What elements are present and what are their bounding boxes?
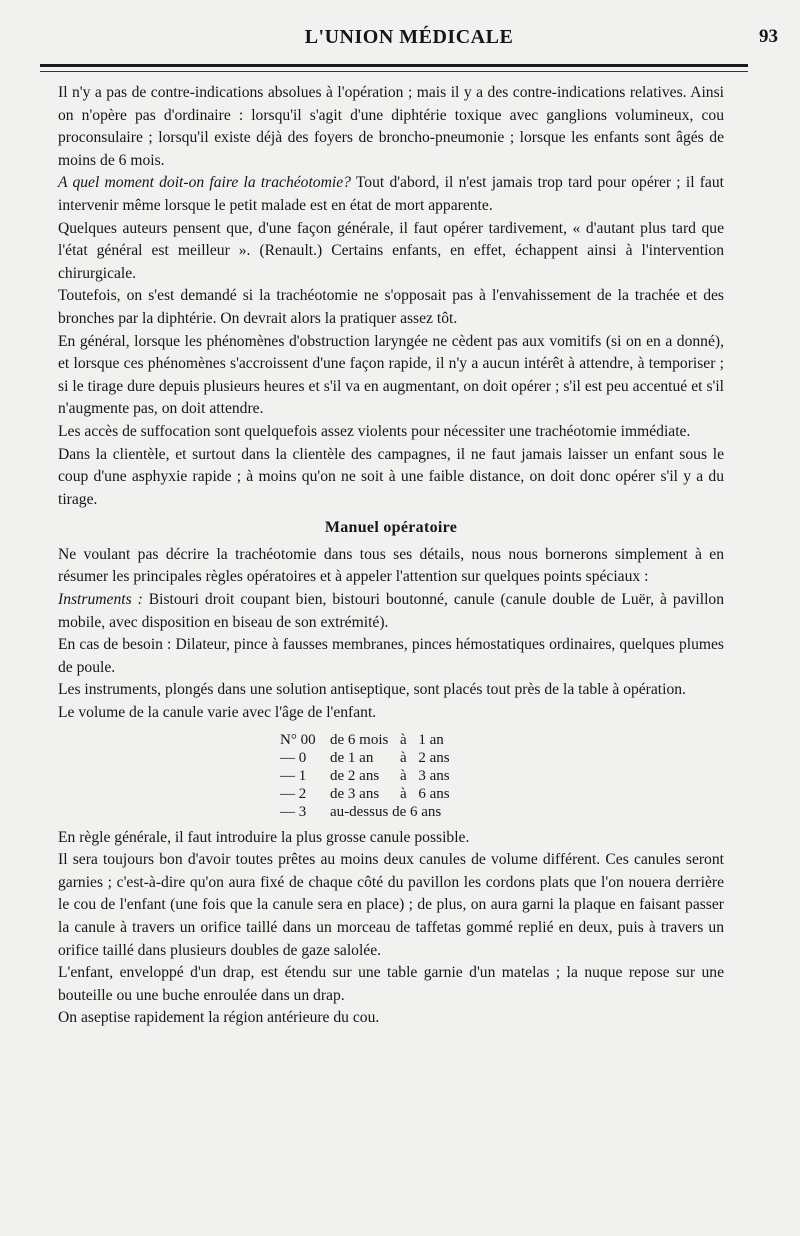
paragraph: Il n'y a pas de contre-indications absolues à l'opération ; mais il y a des contre-indications relatives. Ainsi on n'opère pas d'ordinaire : lorsqu'il s'agit d'une diphtérie toxique avec ganglions volumineux, cou proconsulaire ; lorsqu'il existe déjà des foyers de broncho-pneumonie ; lorsque les enfants sont âgés de moins de 6 mois. [58, 84, 724, 169]
instruments-lead: Instruments : [58, 591, 143, 609]
age-to-word: à [400, 785, 407, 802]
section-title: Manuel opératoire [324, 519, 458, 537]
page-number: 93 [759, 26, 778, 47]
paragraph: En général, lorsque les phénomènes d'obstruction laryngée ne cèdent pas aux vomitifs (si on en a donné), et lorsque ces phénomènes s'accroissent d'une façon rapide, il n'y a aucun intérêt à attendre, à temporiser ; si le tirage dure depuis plusieurs heures et s'il va en augmentant, on doit opérer ; s'il est peu accentué et s'il n'augmente pas, on doit attendre. [58, 332, 724, 418]
table-row [280, 785, 454, 803]
table-row [280, 731, 454, 749]
age-from: de 1 an [330, 749, 374, 766]
cannula-size-table [280, 731, 454, 821]
question-rest: Tout d'abord, il n'est jamais trop tard pour opérer ; il faut intervenir même lorsque le petit malade est en état de mort apparente. [58, 174, 724, 214]
paragraph: Dans la clientèle, et surtout dans la clientèle des campagnes, il ne faut jamais laisser un enfant sous le coup d'une asphyxie rapide ; à moins qu'on ne soit à une faible distance, on doit donc opérer s'il y a du tirage. [58, 445, 724, 508]
page-header [40, 26, 778, 56]
article-body [58, 82, 724, 1030]
paragraph: Il sera toujours bon d'avoir toutes prêtes au moins deux canules de volume différent. Ces canules seront garnies ; c'est-à-dire qu'on aura fixé de chaque côté du pavillon les cordons plats que l'on nouera derrière le cou de l'enfant (une fois que la canule sera en place) ; de plus, on aura garni la plaque en faisant passer la canule à travers un orifice taillé dans un morceau de taffetas gommé replié en deux, puis à travers un orifice taillé dans plusieurs doubles de gaze salolée. [58, 851, 724, 959]
age-to: 2 ans [418, 749, 450, 766]
table-row [280, 803, 454, 821]
paragraph: Quelques auteurs pensent que, d'une façon générale, il faut opérer tardivement, « d'autant plus tard que l'état général est meilleur ». (Renault.) Certains enfants, en effet, échappent ainsi à l'intervention chirurgicale. [58, 219, 724, 282]
paragraph-instruments [58, 589, 724, 634]
running-title: L'UNION MÉDICALE [304, 26, 514, 48]
paragraph: Les instruments, plongés dans une solution antiseptique, sont placés tout près de la table à opération. [58, 681, 686, 699]
age-to-word: à [400, 731, 407, 748]
table-row [280, 767, 454, 785]
cannula-number: — 2 [280, 785, 307, 802]
paragraph: En cas de besoin : Dilateur, pince à fausses membranes, pinces hémostatiques ordinaires, quelques plumes de poule. [58, 636, 724, 676]
age-to: 3 ans [418, 767, 450, 784]
age-from: de 6 mois [330, 731, 389, 748]
paragraph-question [58, 172, 724, 217]
age-to-word: à [400, 749, 407, 766]
paragraph: Ne voulant pas décrire la trachéotomie dans tous ses détails, nous nous bornerons simplement à en résumer les principales règles opératoires et à appeler l'attention sur quelques points spéciaux : [58, 545, 724, 586]
age-from: au-dessus de 6 ans [330, 803, 442, 820]
age-to: 6 ans [418, 785, 450, 802]
paragraph: Le volume de la canule varie avec l'âge de l'enfant. [58, 704, 377, 722]
header-rule [40, 64, 748, 67]
age-to-word: à [400, 767, 407, 784]
age-to: 1 an [418, 731, 444, 748]
age-from: de 3 ans [330, 785, 380, 802]
paragraph: Toutefois, on s'est demandé si la trachéotomie ne s'opposait pas à l'envahissement de la trachée et des bronches par la diphtérie. On devrait alors la pratiquer assez tôt. [58, 287, 724, 327]
paragraph: Les accès de suffocation sont quelquefois assez violents pour nécessiter une trachéotomie immédiate. [58, 422, 691, 440]
paragraph: On aseptise rapidement la région antérieure du cou. [58, 1009, 380, 1027]
paragraph: En règle générale, il faut introduire la plus grosse canule possible. [58, 828, 470, 846]
paragraph: L'enfant, enveloppé d'un drap, est étendu sur une table garnie d'un matelas ; la nuque repose sur une bouteille ou une buche enroulée dans un drap. [58, 964, 724, 1004]
cannula-number: — 3 [280, 803, 307, 820]
cannula-number: — 0 [280, 749, 307, 766]
question-lead: A quel moment doit-on faire la trachéotomie? [58, 174, 351, 192]
cannula-number: — 1 [280, 767, 307, 784]
cannula-number: N° 00 [280, 731, 316, 748]
instruments-rest: Bistouri droit coupant bien, bistouri boutonné, canule (canule double de Luër, à pavillon mobile, avec disposition en biseau de son extrémité). [58, 591, 724, 631]
header-rule-thin [40, 71, 748, 72]
age-from: de 2 ans [330, 767, 380, 784]
table-row [280, 749, 454, 767]
